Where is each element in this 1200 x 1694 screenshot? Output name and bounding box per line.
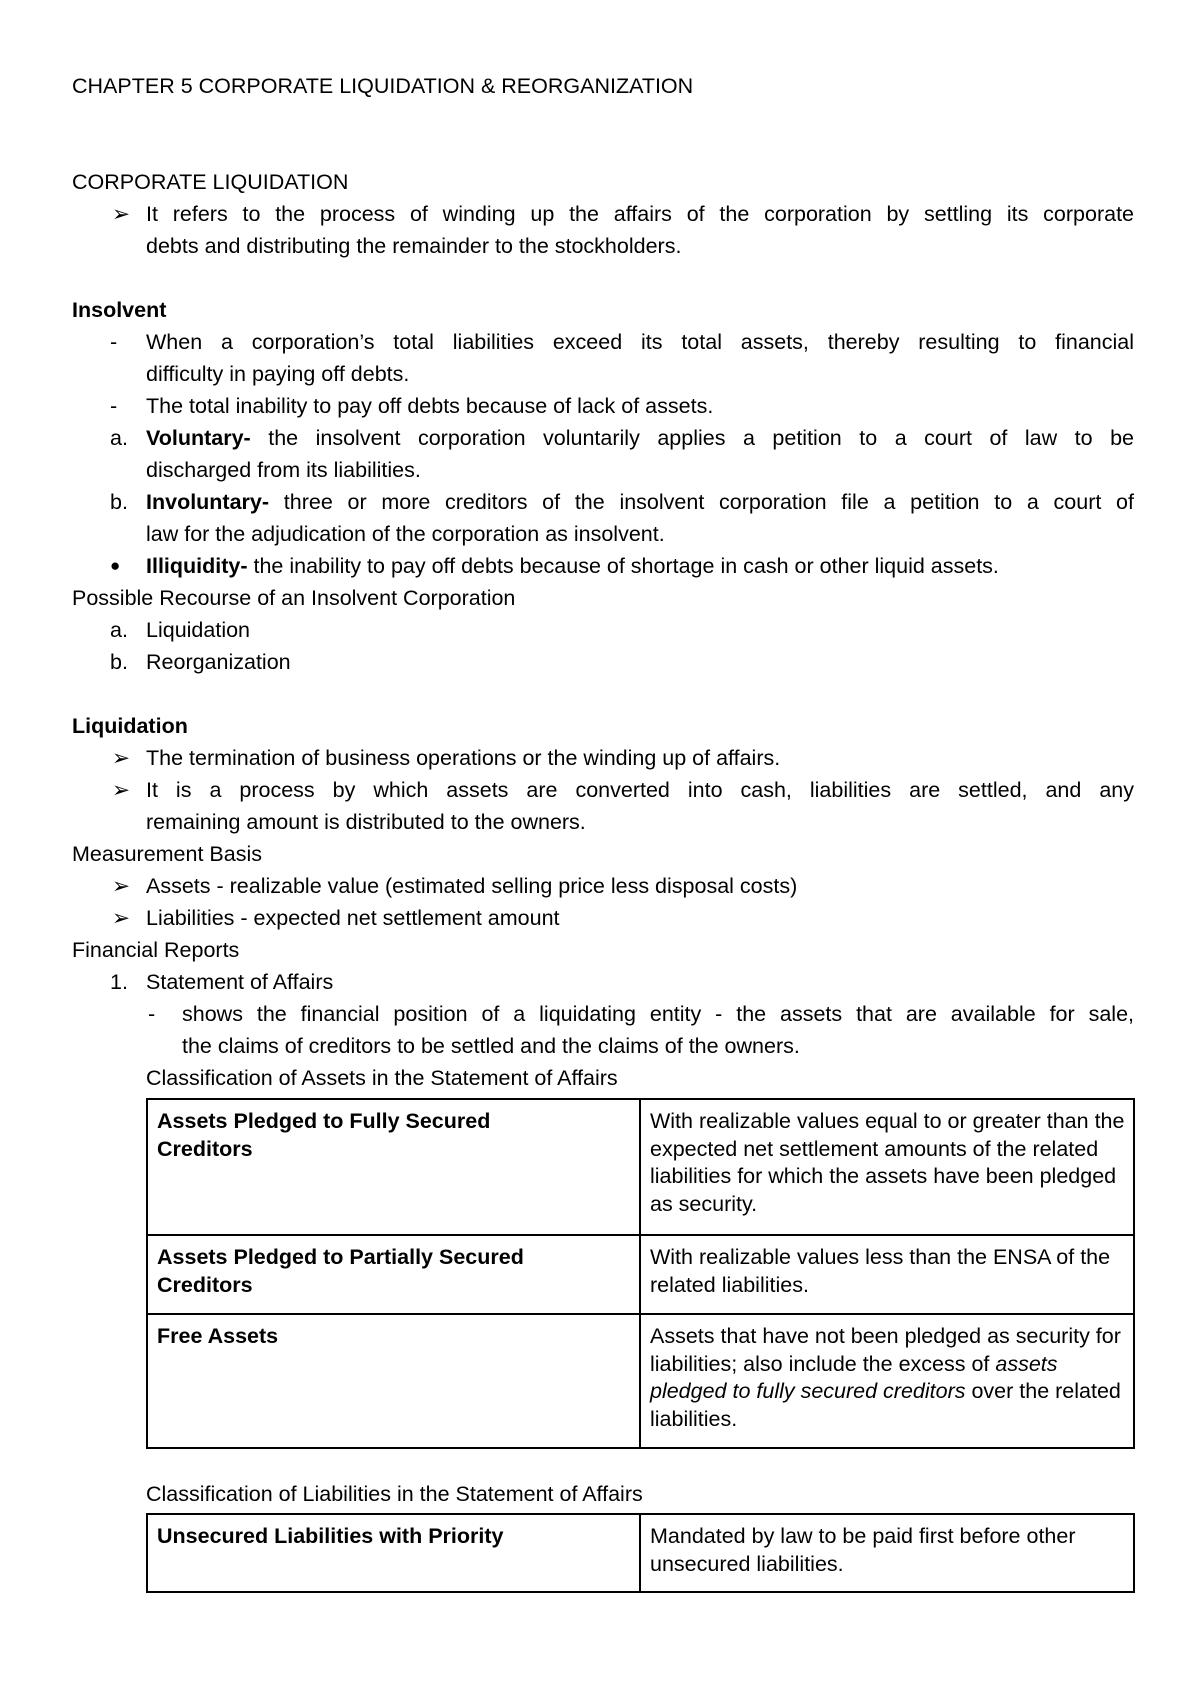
liabilities-table-caption: Classification of Liabilities in the Statement of Affairs <box>146 1482 643 1506</box>
table-cell-description: Mandated by law to be paid first before other unsecured liabilities. <box>640 1514 1134 1592</box>
statement-of-affairs-desc-line1: shows the financial position of a liquidating entity - the assets that are available for sale, <box>182 1002 1134 1026</box>
liabilities-classification-table <box>146 1513 1135 1593</box>
liquidation-bullet-2-line1: It is a process by which assets are converted into cash, liabilities are settled, and any <box>146 778 1134 802</box>
illiquidity-text: the inability to pay off debts because of shortage in cash or other liquid assets. <box>247 554 999 578</box>
illiquidity-line <box>146 550 999 582</box>
recourse-item-reorganization: Reorganization <box>146 650 291 674</box>
term-line: Assets Pledged to Partially Secured <box>157 1245 524 1269</box>
measurement-basis-heading: Measurement Basis <box>72 842 262 866</box>
dash-bullet-icon: - <box>110 394 118 418</box>
voluntary-line2: discharged from its liabilities. <box>146 458 421 482</box>
page-title: CHAPTER 5 CORPORATE LIQUIDATION & REORGANIZATION <box>72 74 694 98</box>
term-line: Free Assets <box>157 1324 279 1348</box>
dash-bullet-icon: - <box>110 330 118 354</box>
insolvent-definition-line1: When a corporation’s total liabilities exceed its total assets, thereby resulting to financial <box>146 330 1134 354</box>
table-cell-description: With realizable values equal to or greater than the expected net settlement amounts of the related liabilities for which the assets have been pledged as security. <box>640 1099 1134 1235</box>
table-row <box>147 1099 1134 1235</box>
term-line: Creditors <box>157 1272 253 1297</box>
section-heading-liquidation: Liquidation <box>72 714 188 738</box>
insolvent-definition-2: The total inability to pay off debts because of lack of assets. <box>146 394 714 418</box>
list-marker-b: b. <box>110 490 128 514</box>
table-cell-term: Unsecured Liabilities with Priority <box>147 1514 640 1592</box>
list-marker-a: a. <box>110 618 128 642</box>
table-cell-term <box>147 1235 640 1314</box>
corporate-liquidation-definition-line1: It refers to the process of winding up the affairs of the corporation by settling its corporate <box>146 202 1134 226</box>
section-heading-insolvent: Insolvent <box>72 298 167 322</box>
table-cell-term <box>147 1099 640 1235</box>
table-row <box>147 1514 1134 1592</box>
financial-reports-heading: Financial Reports <box>72 938 240 962</box>
recourse-item-liquidation: Liquidation <box>146 618 251 642</box>
arrowhead-bullet-icon: ➢ <box>112 778 131 802</box>
list-marker-a: a. <box>110 426 128 450</box>
list-marker-1: 1. <box>110 970 128 994</box>
insolvent-definition-line2: difficulty in paying off debts. <box>146 362 410 386</box>
involuntary-line1 <box>146 486 1134 518</box>
arrowhead-bullet-icon: ➢ <box>112 202 131 226</box>
table-row <box>147 1235 1134 1314</box>
table-cell-description <box>640 1314 1134 1448</box>
round-bullet-icon: ● <box>110 556 121 575</box>
measurement-assets: Assets - realizable value (estimated selling price less disposal costs) <box>146 874 798 898</box>
dash-bullet-icon: - <box>148 1002 156 1026</box>
involuntary-line2: law for the adjudication of the corporation as insolvent. <box>146 522 665 546</box>
table-cell-description: With realizable values less than the ENSA of the related liabilities. <box>640 1235 1134 1314</box>
desc-text: Assets that have not been pledged as security for liabilities; also include the excess of <box>649 1324 1121 1376</box>
list-marker-b: b. <box>110 650 128 674</box>
assets-table-caption: Classification of Assets in the Statement of Affairs <box>146 1066 618 1090</box>
term-line: Creditors <box>157 1136 253 1161</box>
arrowhead-bullet-icon: ➢ <box>112 874 131 898</box>
arrowhead-bullet-icon: ➢ <box>112 906 131 930</box>
table-cell-term <box>147 1314 640 1448</box>
liquidation-bullet-1: The termination of business operations or the winding up of affairs. <box>146 746 781 770</box>
desc-italic-text: assets pledged to fully secured creditors <box>649 1351 1058 1403</box>
report-statement-of-affairs: Statement of Affairs <box>146 970 334 994</box>
voluntary-text: the insolvent corporation voluntarily applies a petition to a court of law to be <box>250 426 1134 450</box>
illiquidity-term: Illiquidity- <box>146 554 248 578</box>
liquidation-bullet-2-line2: remaining amount is distributed to the owners. <box>146 810 586 834</box>
recourse-heading: Possible Recourse of an Insolvent Corporation <box>72 586 516 610</box>
desc-text: over the related liabilities. <box>649 1379 1121 1431</box>
involuntary-text: three or more creditors of the insolvent corporation file a petition to a court of <box>269 490 1134 514</box>
involuntary-term: Involuntary- <box>146 490 270 514</box>
corporate-liquidation-definition-line2: debts and distributing the remainder to the stockholders. <box>146 234 682 258</box>
statement-of-affairs-desc-line2: the claims of creditors to be settled and the claims of the owners. <box>182 1034 800 1058</box>
arrowhead-bullet-icon: ➢ <box>112 746 131 770</box>
section-heading-corporate-liquidation: CORPORATE LIQUIDATION <box>72 170 349 194</box>
measurement-liabilities: Liabilities - expected net settlement amount <box>146 906 560 930</box>
term-line: Assets Pledged to Fully Secured <box>157 1109 491 1133</box>
voluntary-term: Voluntary- <box>146 426 251 450</box>
table-row <box>147 1314 1134 1448</box>
voluntary-line1 <box>146 422 1134 454</box>
assets-classification-table <box>146 1098 1135 1449</box>
